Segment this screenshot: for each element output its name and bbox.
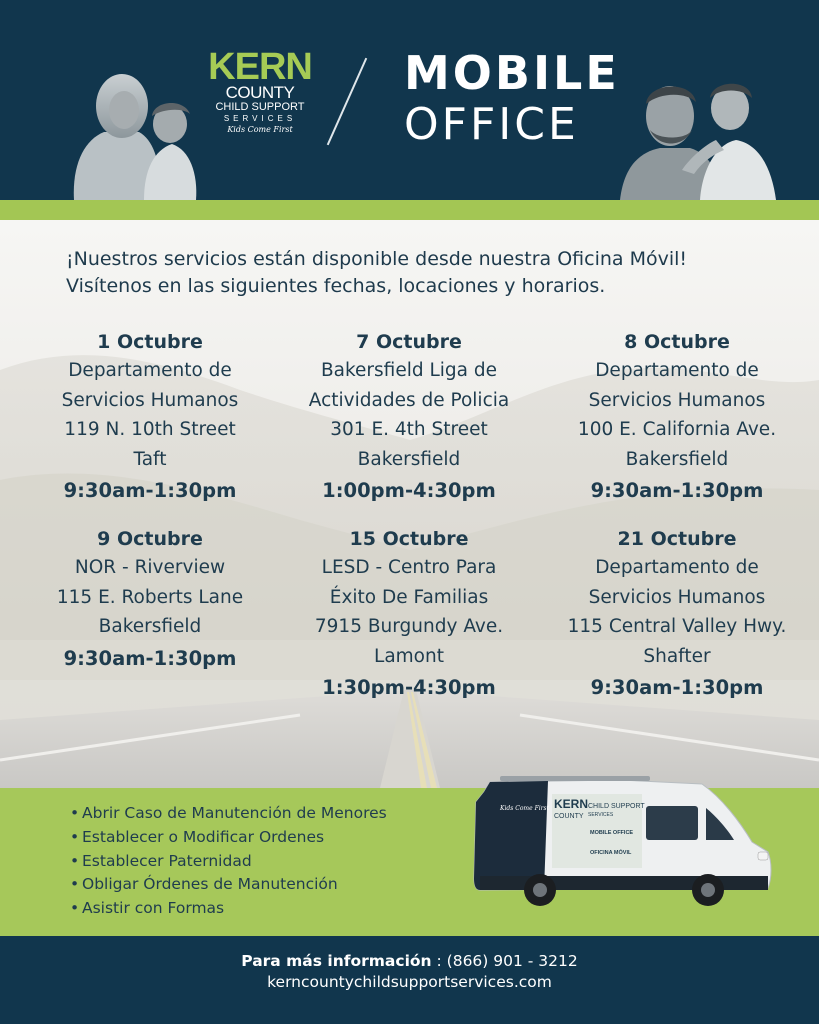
event-city: Bakersfield: [98, 616, 202, 637]
bullet-icon: •: [70, 899, 80, 918]
event-location-line: Actividades de Policia: [308, 389, 510, 411]
event-time: 9:30am-1:30pm: [590, 676, 764, 699]
contact-separator: :: [431, 952, 447, 970]
event-address: 301 E. 4th Street: [330, 419, 488, 440]
service-item: • Obligar Órdenes de Manutención: [70, 873, 387, 897]
footer: [0, 936, 819, 1024]
mobile-office-van: [470, 772, 775, 921]
event-location-line: LESD - Centro Para: [321, 557, 497, 578]
event-city: Shafter: [643, 645, 711, 667]
van-mobile-office: MOBILE OFFICE: [590, 830, 634, 836]
service-item: • Asistir con Formas: [70, 897, 387, 921]
event-location-line: Éxito De Familias: [329, 586, 489, 608]
event-city: Lamont: [374, 645, 444, 667]
photo-mother-daughter: [44, 70, 204, 200]
van-logo-county: COUNTY: [554, 813, 584, 820]
van-logo-kern: KERN: [554, 797, 589, 811]
header: [0, 0, 819, 200]
event-address: 119 N. 10th Street: [64, 419, 236, 440]
event-location-line: Departamento de: [595, 360, 759, 381]
kern-county-logo: [204, 46, 316, 136]
event-card: [15, 328, 285, 508]
photo-father-son: [620, 74, 790, 200]
contact-info: [0, 950, 819, 972]
event-location-line: Departamento de: [68, 360, 232, 381]
bullet-icon: •: [70, 804, 80, 822]
intro-text: [66, 246, 786, 300]
event-city: Bakersfield: [625, 448, 729, 470]
logo-tagline: Kids Come First: [227, 125, 293, 134]
event-card: [542, 328, 812, 508]
event-address: 100 E. California Ave.: [577, 419, 777, 440]
event-city: Bakersfield: [357, 448, 461, 470]
van-tagline: Kids Come First: [500, 805, 550, 812]
header-green-band: [0, 200, 819, 220]
van-logo-child-support: CHILD SUPPORT: [588, 803, 645, 810]
van-logo-services: SERVICES: [588, 812, 614, 818]
service-item: • Establecer Paternidad: [70, 850, 387, 874]
title-office: OFFICE: [404, 99, 579, 150]
logo-child-support: CHILD SUPPORT: [215, 101, 305, 113]
bullet-icon: •: [70, 851, 80, 870]
service-item: • Abrir Caso de Manutención de Menores: [70, 802, 387, 826]
logo-kern: KERN: [208, 46, 312, 88]
event-date: 21 Octubre: [617, 528, 737, 550]
event-time: 9:30am-1:30pm: [590, 479, 764, 502]
event-date: 1 Octubre: [97, 331, 203, 353]
event-location-line: Servicios Humanos: [588, 586, 766, 608]
event-card: [274, 525, 544, 705]
service-item: • Establecer o Modificar Ordenes: [70, 826, 387, 850]
event-time: 1:00pm-4:30pm: [322, 479, 496, 502]
event-address: 115 Central Valley Hwy.: [567, 616, 787, 637]
logo-county: COUNTY: [225, 83, 295, 102]
van-oficina-movil: OFICINA MÓVIL: [590, 850, 632, 856]
event-address: 115 E. Roberts Lane: [56, 586, 244, 608]
event-date: 15 Octubre: [349, 528, 469, 550]
event-card: [542, 525, 812, 705]
event-date: 9 Octubre: [97, 528, 203, 550]
event-date: 7 Octubre: [356, 331, 462, 353]
event-location-line: NOR - Riverview: [74, 557, 226, 578]
title-mobile: MOBILE: [404, 46, 620, 100]
event-location-line: Servicios Humanos: [61, 389, 239, 411]
phone-number[interactable]: (866) 901 - 3212: [446, 952, 578, 970]
event-time: 1:30pm-4:30pm: [322, 676, 496, 699]
logo-services: SERVICES: [223, 114, 297, 123]
event-card: [15, 525, 285, 676]
website-link[interactable]: kerncountychildsupportservices.com: [267, 973, 552, 991]
contact-label: Para más información: [241, 952, 432, 970]
event-address: 7915 Burgundy Ave.: [314, 616, 504, 637]
services-list: [70, 802, 387, 921]
intro-line-2: Visítenos en las siguientes fechas, locaciones y horarios.: [66, 275, 606, 297]
event-location-line: Departamento de: [595, 557, 759, 578]
intro-line-1: ¡Nuestros servicios están disponible desde nuestra Oficina Móvil!: [66, 248, 688, 270]
event-card: [274, 328, 544, 508]
event-time: 9:30am-1:30pm: [63, 646, 237, 670]
title-divider: [327, 58, 367, 146]
event-location-line: Servicios Humanos: [588, 389, 766, 411]
bullet-icon: •: [70, 875, 80, 894]
event-time: 9:30am-1:30pm: [63, 479, 237, 502]
bullet-icon: •: [70, 827, 80, 846]
event-date: 8 Octubre: [624, 331, 730, 353]
event-location-line: Bakersfield Liga de: [320, 360, 498, 381]
event-city: Taft: [133, 448, 167, 470]
